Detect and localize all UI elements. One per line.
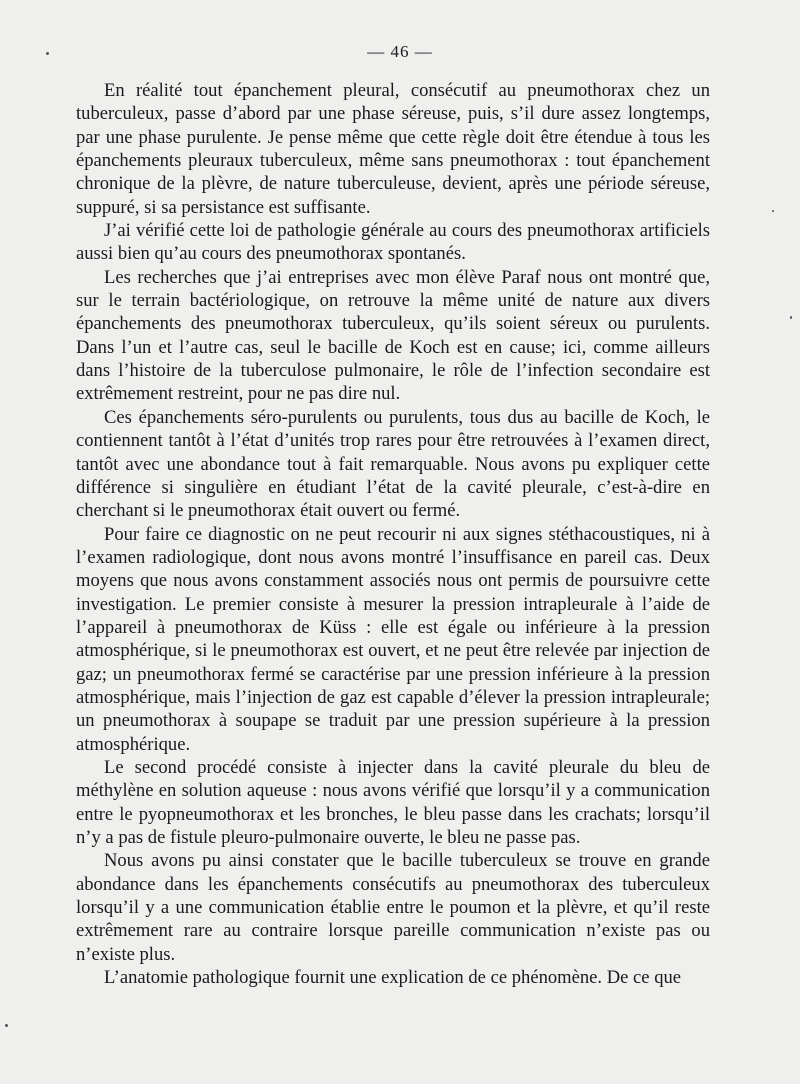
paragraph: Pour faire ce diagnostic on ne peut recourir ni aux signes stéthacoustiques, ni à l’examen radiologique, dont nous avons montré l’insuffisance en pareil cas. Deux moyens que nous avons constamment associés nous ont permis de poursuivre cette investigation. Le premier consiste à mesurer la pression intrapleurale à l’aide de l’appareil à pneumothorax de Küss : elle est égale ou inférieure à la pression atmosphérique, si le pneumothorax est ouvert, et ne peut être relevée par injection de gaz; un pneumothorax fermé se caractérise par une pression inférieure à la pression atmosphérique, mais l’injection de gaz est capable d’élever la pression intrapleurale; un pneumothorax à soupape se traduit par une pression supérieure à la pression atmosphérique. xyxy=(76,523,710,755)
page-number: — 46 — xyxy=(367,42,433,61)
scan-speck xyxy=(772,210,774,212)
paragraph: Les recherches que j’ai entreprises avec mon élève Paraf nous ont montré que, sur le terrain bactériologique, on retrouve la même unité de nature aux divers épanchements des pneumothorax tuberculeux, qu’ils soient séreux ou purulents. Dans l’un et l’autre cas, seul le bacille de Koch est en cause; ici, comme ailleurs dans l’histoire de la tuberculose pulmonaire, le rôle de l’infection secondaire est extrêmement restreint, pour ne pas dire nul. xyxy=(76,266,710,405)
paragraph: En réalité tout épanchement pleural, consécutif au pneumothorax chez un tuberculeux, passe d’abord par une phase séreuse, puis, s’il dure assez longtemps, par une phase purulente. Je pense même que cette règle doit être étendue à tous les épanchements pleuraux tuberculeux, même sans pneumothorax : tout épanchement chronique de la plèvre, de nature tuberculeuse, devient, après une période séreuse, suppuré, si sa persistance est suffisante. xyxy=(76,80,710,218)
paragraph: Nous avons pu ainsi constater que le bacille tuberculeux se trouve en grande abondance dans les épanchements consécutifs au pneumothorax des tuberculeux lorsqu’il y a une communication établie entre le poumon et la plèvre, et qu’il reste extrêmement rare au contraire lorsque pareille communication n’existe pas ou n’existe plus. xyxy=(76,850,710,965)
paragraph: Ces épanchements séro-purulents ou purulents, tous dus au bacille de Koch, le contiennent tantôt à l’état d’unités trop rares pour être retrouvées à l’examen direct, tantôt avec une abondance tout à fait remarquable. Nous avons pu expliquer cette différence si singulière en étudiant l’état de la cavité pleurale, c’est-à-dire en cherchant si le pneumothorax était ouvert ou fermé. xyxy=(76,406,710,522)
body-text xyxy=(76,79,710,989)
paragraph: Le second procédé consiste à injecter dans la cavité pleurale du bleu de méthylène en solution aqueuse : nous avons vérifié que lorsqu’il y a communication entre le pyopneumothorax et les bronches, le bleu passe dans les crachats; lorsqu’il n’y a pas de fistule pleuro-pulmonaire ouverte, le bleu ne passe pas. xyxy=(76,756,710,848)
scan-speck xyxy=(5,1024,8,1027)
paragraph: J’ai vérifié cette loi de pathologie générale au cours des pneumothorax artificiels aussi bien qu’au cours des pneumothorax spontanés. xyxy=(76,220,710,265)
scan-speck xyxy=(46,52,49,55)
scan-speck xyxy=(790,316,792,319)
paragraph: L’anatomie pathologique fournit une explication de ce phénomène. De ce que xyxy=(104,967,682,989)
